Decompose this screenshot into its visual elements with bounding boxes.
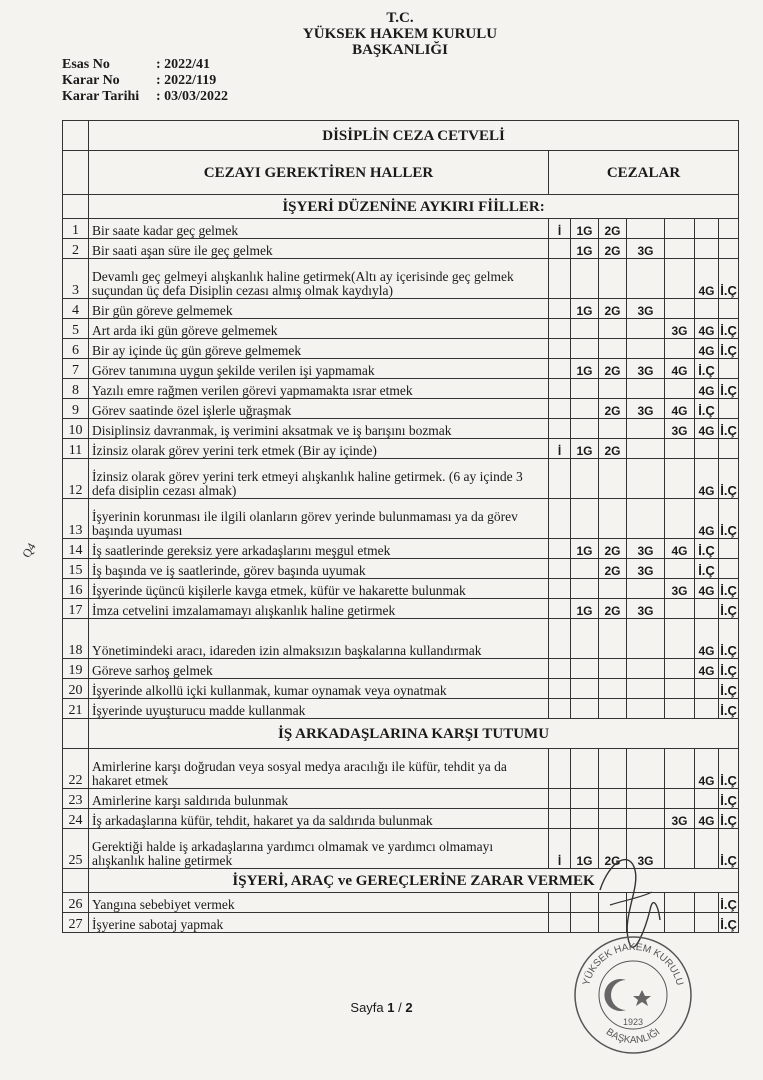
penalty-cell [665,599,695,619]
penalty-cell [627,619,665,659]
seal-top-text: YÜKSEK HAKEM KURULU [581,941,685,987]
penalty-cell: İ.Ç [719,679,739,699]
penalty-table [62,120,739,933]
penalty-cell: 3G [627,359,665,379]
row-number: 16 [63,579,89,599]
row-description: İş saatlerinde gereksiz yere arkadaşlarını meşgul etmek [89,539,549,559]
header-line-2: YÜKSEK HAKEM KURULU [302,26,498,42]
penalty-cell [549,559,571,579]
penalty-cell [695,239,719,259]
row-description: İşyerine sabotaj yapmak [89,913,549,933]
row-number: 21 [63,699,89,719]
row-number: 15 [63,559,89,579]
table-row [63,439,739,459]
penalty-cell [627,789,665,809]
row-number: 25 [63,829,89,869]
penalty-cell [627,319,665,339]
penalty-cell [665,499,695,539]
penalty-cell [571,379,599,399]
penalty-cell: 2G [599,399,627,419]
table-row [63,699,739,719]
row-number: 13 [63,499,89,539]
row-number: 23 [63,789,89,809]
penalty-cell [665,239,695,259]
penalty-cell [695,699,719,719]
penalty-cell [665,699,695,719]
penalty-cell: 1G [571,829,599,869]
penalty-cell: 3G [627,539,665,559]
penalty-cell [665,459,695,499]
table-row [63,499,739,539]
penalty-cell: 2G [599,559,627,579]
penalty-cell: 2G [599,219,627,239]
penalty-cell [599,319,627,339]
penalty-cell [719,559,739,579]
penalty-cell: İ.Ç [719,259,739,299]
seal-year: 1923 [622,1017,644,1027]
penalty-cell: 4G [665,359,695,379]
penalty-cell: 4G [695,619,719,659]
row-number: 27 [63,913,89,933]
penalty-cell: İ.Ç [719,789,739,809]
row-description: Amirlerine karşı doğrudan veya sosyal medya aracılığı ile küfür, tehdit ya da hakaret etmek [89,749,549,789]
penalty-cell: 4G [695,259,719,299]
row-number: 4 [63,299,89,319]
penalty-cell [599,619,627,659]
penalty-cell [549,659,571,679]
svg-text:YÜKSEK HAKEM KURULU [581,942,685,987]
penalty-cell: 4G [695,659,719,679]
penalty-cell: İ [549,439,571,459]
row-description: Görev tanımına uygun şekilde verilen işi yapmamak [89,359,549,379]
penalty-cell [665,749,695,789]
header-line-3: BAŞKANLIĞI [352,42,448,58]
penalty-cell [549,399,571,419]
penalty-cell [695,893,719,913]
penalty-cell: 2G [599,829,627,869]
penalty-cell [549,579,571,599]
row-description: Bir gün göreve gelmemek [89,299,549,319]
penalty-cell: 1G [571,299,599,319]
column-header-penalties: CEZALAR [549,151,739,195]
table-title: DİSİPLİN CEZA CETVELİ [89,121,739,151]
penalty-cell [571,399,599,419]
table-row [63,809,739,829]
penalty-cell: İ.Ç [695,559,719,579]
penalty-cell: İ.Ç [719,419,739,439]
penalty-cell: 3G [665,809,695,829]
row-description: İşyerinde üçüncü kişilerle kavga etmek, küfür ve hakarette bulunmak [89,579,549,599]
row-description: İş arkadaşlarına küfür, tehdit, hakaret ya da saldırıda bulunmak [89,809,549,829]
penalty-cell: İ [549,219,571,239]
penalty-cell [571,419,599,439]
row-number: 7 [63,359,89,379]
row-number: 12 [63,459,89,499]
penalty-cell: İ.Ç [695,539,719,559]
penalty-cell [627,259,665,299]
penalty-cell: 4G [665,399,695,419]
penalty-cell [571,619,599,659]
penalty-cell: 2G [599,299,627,319]
page-number: 1 [387,1000,395,1015]
penalty-cell: 3G [665,419,695,439]
penalty-cell [571,659,599,679]
penalty-cell: 1G [571,219,599,239]
penalty-cell [599,699,627,719]
penalty-cell [571,459,599,499]
meta-esas: Esas No : 2022/41 [62,57,211,72]
penalty-cell [599,579,627,599]
penalty-cell [549,599,571,619]
penalty-cell: 4G [695,379,719,399]
table-row [63,559,739,579]
penalty-cell [549,239,571,259]
penalty-cell [719,539,739,559]
penalty-cell [665,789,695,809]
penalty-cell: 4G [695,459,719,499]
penalty-cell [719,239,739,259]
official-seal [568,930,698,1060]
penalty-cell [695,913,719,933]
penalty-cell [665,379,695,399]
table-row [63,379,739,399]
penalty-cell: 4G [695,579,719,599]
table-row [63,749,739,789]
penalty-cell [549,419,571,439]
penalty-cell [549,789,571,809]
row-description: Bir ay içinde üç gün göreve gelmemek [89,339,549,359]
penalty-cell [599,419,627,439]
penalty-cell [571,809,599,829]
document-header [0,10,763,58]
penalty-cell [665,559,695,579]
row-description: Göreve sarhoş gelmek [89,659,549,679]
penalty-cell: İ.Ç [719,619,739,659]
penalty-cell [549,359,571,379]
penalty-cell [627,659,665,679]
penalty-cell [599,809,627,829]
penalty-cell [599,459,627,499]
row-description: İşyerinde uyuşturucu madde kullanmak [89,699,549,719]
penalty-cell [719,299,739,319]
penalty-cell [627,749,665,789]
table-row [63,599,739,619]
column-header-cases: CEZAYI GEREKTİREN HALLER [89,151,549,195]
section-heading: İŞYERİ, ARAÇ ve GEREÇLERİNE ZARAR VERMEK [89,869,739,893]
table-row [63,299,739,319]
penalty-cell [571,259,599,299]
penalty-cell [549,893,571,913]
penalty-cell [599,259,627,299]
table-row [63,219,739,239]
row-description: Bir saati aşan süre ile geç gelmek [89,239,549,259]
penalty-cell: 3G [627,559,665,579]
penalty-cell: 4G [695,499,719,539]
penalty-cell [549,259,571,299]
table-row [63,239,739,259]
row-number: 2 [63,239,89,259]
penalty-cell: İ.Ç [695,399,719,419]
table-row [63,339,739,359]
penalty-cell: 2G [599,599,627,619]
penalty-cell [695,679,719,699]
penalty-cell [627,439,665,459]
penalty-cell [599,789,627,809]
row-description: Art arda iki gün göreve gelmemek [89,319,549,339]
meta-karar: Karar No : 2022/119 [62,73,217,88]
row-number: 3 [63,259,89,299]
row-description: Gerektiği halde iş arkadaşlarına yardımcı olmamak ve yardımcı olmamayı alışkanlık haline getirmek [89,829,549,869]
table-row [63,619,739,659]
penalty-cell [549,459,571,499]
penalty-cell: 4G [695,319,719,339]
case-meta [62,57,228,105]
penalty-cell [627,219,665,239]
penalty-cell: İ.Ç [719,699,739,719]
penalty-cell [665,619,695,659]
penalty-cell [549,679,571,699]
penalty-cell [549,749,571,789]
penalty-cell [695,299,719,319]
penalty-cell [599,679,627,699]
page-footer: Sayfa 1 / 2 [350,1000,413,1015]
table-row [63,319,739,339]
penalty-cell [719,359,739,379]
row-description: İşyerinde alkollü içki kullanmak, kumar oynamak veya oynatmak [89,679,549,699]
penalty-cell [719,399,739,419]
row-description: İşyerinin korunması ile ilgili olanların görev yerinde bulunmaması ya da görev başında uyuması [89,499,549,539]
penalty-cell [627,499,665,539]
penalty-cell: 3G [627,239,665,259]
row-number: 5 [63,319,89,339]
penalty-cell [599,749,627,789]
margin-mark: Q4 [19,540,39,561]
section-row [63,195,739,219]
penalty-cell: 2G [599,239,627,259]
section-row [63,719,739,749]
penalty-cell [627,379,665,399]
penalty-cell: 3G [665,579,695,599]
penalty-cell [665,219,695,239]
penalty-cell [627,579,665,599]
penalty-cell [599,499,627,539]
penalty-cell [571,339,599,359]
penalty-cell [549,539,571,559]
table-row [63,419,739,439]
penalty-cell [695,789,719,809]
penalty-cell [627,339,665,359]
row-description: Yönetimindeki aracı, idareden izin almaksızın başkalarına kullandırmak [89,619,549,659]
penalty-cell: 4G [665,539,695,559]
table-row [63,459,739,499]
row-number: 14 [63,539,89,559]
penalty-cell [571,319,599,339]
penalty-cell: 4G [695,749,719,789]
penalty-cell: 4G [695,809,719,829]
penalty-cell [627,809,665,829]
row-number: 22 [63,749,89,789]
row-description: Disiplinsiz davranmak, iş verimini aksatmak ve iş barışını bozmak [89,419,549,439]
table-row [63,579,739,599]
penalty-cell [549,379,571,399]
row-number: 8 [63,379,89,399]
penalty-cell [571,559,599,579]
penalty-cell [599,659,627,679]
penalty-cell: İ.Ç [719,913,739,933]
penalty-cell: 2G [599,359,627,379]
penalty-cell [695,829,719,869]
penalty-cell: İ.Ç [719,599,739,619]
penalty-cell [571,679,599,699]
penalty-cell [695,219,719,239]
penalty-cell [599,379,627,399]
penalty-cell [571,749,599,789]
penalty-cell: İ.Ç [719,339,739,359]
penalty-cell: İ.Ç [719,379,739,399]
row-number: 9 [63,399,89,419]
row-number: 26 [63,893,89,913]
penalty-cell [719,439,739,459]
row-description: İzinsiz olarak görev yerini terk etmeyi alışkanlık haline getirmek. (6 ay içinde 3 defa disiplin cezası almak) [89,459,549,499]
penalty-cell [549,319,571,339]
penalty-cell [665,659,695,679]
penalty-cell: 3G [627,299,665,319]
penalty-cell [627,699,665,719]
penalty-cell: İ.Ç [719,499,739,539]
penalty-cell: İ.Ç [695,359,719,379]
penalty-cell: 4G [695,419,719,439]
penalty-cell: İ.Ç [719,459,739,499]
penalty-cell: 3G [627,399,665,419]
row-description: İzinsiz olarak görev yerini terk etmek (Bir ay içinde) [89,439,549,459]
row-number: 10 [63,419,89,439]
table-row [63,539,739,559]
penalty-cell [549,809,571,829]
penalty-cell [627,679,665,699]
penalty-cell [571,499,599,539]
penalty-cell: 4G [695,339,719,359]
penalty-cell [719,219,739,239]
penalty-cell [695,439,719,459]
penalty-cell: 1G [571,439,599,459]
row-number: 24 [63,809,89,829]
penalty-cell: 3G [665,319,695,339]
penalty-cell [665,679,695,699]
penalty-cell [549,339,571,359]
penalty-cell [549,499,571,539]
penalty-cell: İ.Ç [719,579,739,599]
penalty-cell [627,459,665,499]
row-description: Yazılı emre rağmen verilen görevi yapmamakta ısrar etmek [89,379,549,399]
penalty-cell: İ.Ç [719,893,739,913]
seal-bottom-text: BAŞKANLIĞI [603,1026,663,1047]
penalty-cell [665,439,695,459]
row-number: 20 [63,679,89,699]
header-line-1: T.C. [386,10,414,26]
row-description: İmza cetvelini imzalamamayı alışkanlık haline getirmek [89,599,549,619]
penalty-cell [695,599,719,619]
penalty-cell: 1G [571,239,599,259]
table-row [63,359,739,379]
penalty-cell: 1G [571,539,599,559]
row-description: Yangına sebebiyet vermek [89,893,549,913]
row-number: 18 [63,619,89,659]
penalty-cell: 2G [599,439,627,459]
section-heading: İŞYERİ DÜZENİNE AYKIRI FİİLLER: [89,195,739,219]
table-row [63,679,739,699]
penalty-cell [665,339,695,359]
row-number: 17 [63,599,89,619]
row-number: 19 [63,659,89,679]
section-heading: İŞ ARKADAŞLARINA KARŞI TUTUMU [89,719,739,749]
row-description: Devamlı geç gelmeyi alışkanlık haline getirmek(Altı ay içerisinde geç gelmek suçundan üç defa Disiplin cezası almış olmak kaydıyla) [89,259,549,299]
penalty-cell: İ.Ç [719,809,739,829]
page-total: 2 [405,1000,413,1015]
penalty-cell: 1G [571,359,599,379]
meta-tarih: Karar Tarihi : 03/03/2022 [62,89,228,104]
row-number: 6 [63,339,89,359]
penalty-cell [627,419,665,439]
penalty-cell: İ.Ç [719,749,739,789]
penalty-cell [571,789,599,809]
penalty-cell [549,699,571,719]
row-number: 11 [63,439,89,459]
penalty-cell: İ.Ç [719,829,739,869]
row-description: Görev saatinde özel işlerle uğraşmak [89,399,549,419]
table-row [63,789,739,809]
row-number: 1 [63,219,89,239]
penalty-cell: 3G [627,599,665,619]
penalty-cell: 1G [571,599,599,619]
penalty-cell [571,579,599,599]
table-row [63,259,739,299]
row-description: Amirlerine karşı saldırıda bulunmak [89,789,549,809]
row-description: Bir saate kadar geç gelmek [89,219,549,239]
penalty-cell: İ.Ç [719,659,739,679]
penalty-cell: 3G [627,829,665,869]
penalty-cell [571,699,599,719]
penalty-cell [549,299,571,319]
row-description: İş başında ve iş saatlerinde, görev başında uyumak [89,559,549,579]
penalty-cell [599,339,627,359]
penalty-cell [549,619,571,659]
table-row [63,659,739,679]
table-row [63,399,739,419]
penalty-cell: İ [549,829,571,869]
penalty-cell [665,259,695,299]
penalty-cell [665,299,695,319]
penalty-cell: İ.Ç [719,319,739,339]
penalty-cell: 2G [599,539,627,559]
